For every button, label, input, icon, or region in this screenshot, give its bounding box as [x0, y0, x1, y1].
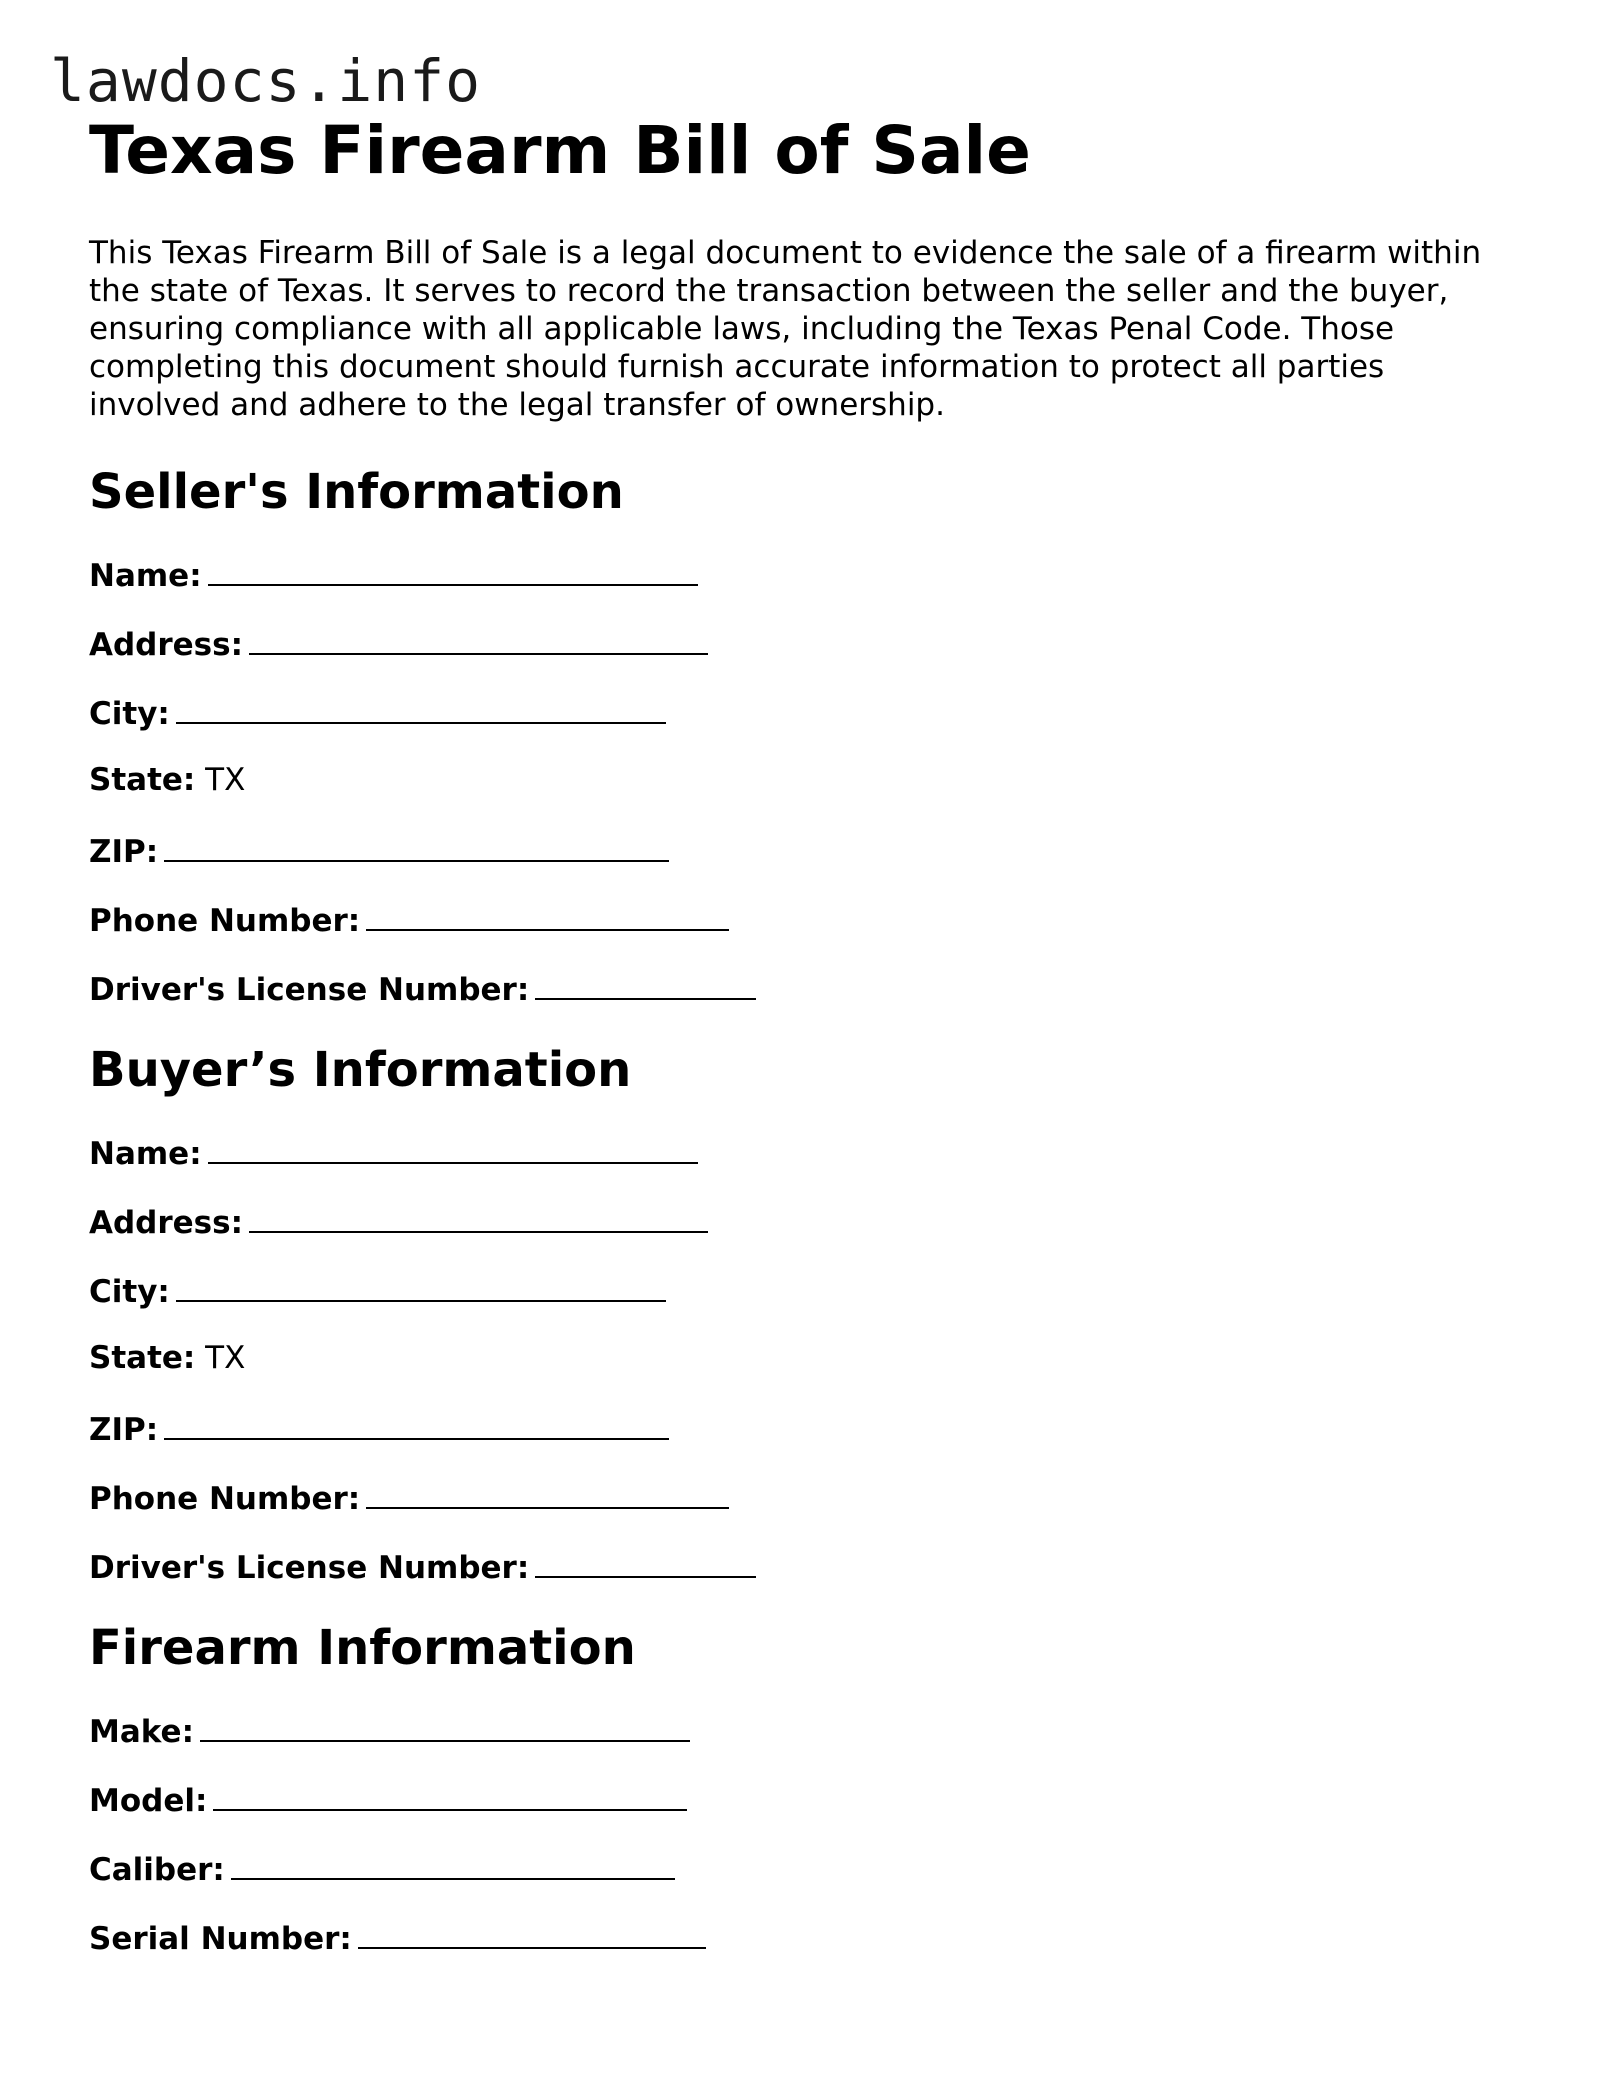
buyer-address-label: Address:: [89, 1205, 243, 1241]
seller-name-field: [89, 554, 1529, 592]
buyer-phone-blank[interactable]: [366, 1477, 729, 1509]
firearm-model-blank[interactable]: [213, 1779, 687, 1811]
buyer-phone-label: Phone Number:: [89, 1481, 361, 1517]
firearm-caliber-field: [89, 1848, 1529, 1886]
intro-paragraph: This Texas Firearm Bill of Sale is a legal document to evidence the sale of a firearm within the state of Texas. It serves to record the transaction between the seller and the buyer, ensuring compliance with all applicable laws, including the Texas Penal Code. Those completing this document should furnish accurate information to protect all parties involved and adhere to the legal transfer of ownership.: [89, 235, 1482, 423]
firearm-make-label: Make:: [89, 1714, 194, 1750]
seller-zip-field: [89, 830, 1529, 868]
seller-state-field: [89, 761, 1529, 799]
buyer-address-field: [89, 1201, 1529, 1239]
firearm-section: [89, 1620, 1529, 1957]
buyer-city-label: City:: [89, 1274, 170, 1310]
buyer-name-blank[interactable]: [208, 1132, 698, 1164]
seller-license-blank[interactable]: [535, 968, 756, 1000]
firearm-heading: Firearm Information: [89, 1620, 636, 1676]
seller-zip-label: ZIP:: [89, 834, 159, 870]
seller-zip-blank[interactable]: [164, 830, 669, 862]
watermark-logo: lawdocs.info: [50, 47, 482, 115]
firearm-caliber-blank[interactable]: [231, 1848, 675, 1880]
buyer-name-label: Name:: [89, 1136, 202, 1172]
firearm-make-field: [89, 1710, 1529, 1748]
seller-city-label: City:: [89, 696, 170, 732]
seller-address-blank[interactable]: [249, 623, 708, 655]
firearm-caliber-label: Caliber:: [89, 1852, 225, 1888]
buyer-zip-label: ZIP:: [89, 1412, 159, 1448]
buyer-state-field: [89, 1339, 1529, 1377]
page-title: Texas Firearm Bill of Sale: [89, 112, 1031, 189]
seller-address-label: Address:: [89, 627, 243, 663]
buyer-license-blank[interactable]: [535, 1546, 756, 1578]
buyer-section: [89, 1042, 1529, 1586]
seller-heading: Seller's Information: [89, 464, 624, 520]
seller-state-value: TX: [205, 762, 246, 798]
seller-license-label: Driver's License Number:: [89, 972, 530, 1008]
buyer-phone-field: [89, 1477, 1529, 1515]
buyer-license-field: [89, 1546, 1529, 1584]
buyer-heading: Buyer’s Information: [89, 1042, 632, 1098]
seller-phone-label: Phone Number:: [89, 903, 361, 939]
buyer-name-field: [89, 1132, 1529, 1170]
firearm-serial-field: [89, 1917, 1529, 1955]
seller-city-blank[interactable]: [176, 692, 666, 724]
seller-name-blank[interactable]: [208, 554, 698, 586]
seller-phone-field: [89, 899, 1529, 937]
seller-state-label: State:: [89, 762, 196, 798]
seller-name-label: Name:: [89, 558, 202, 594]
buyer-state-value: TX: [205, 1340, 246, 1376]
firearm-model-label: Model:: [89, 1783, 208, 1819]
seller-license-field: [89, 968, 1529, 1006]
seller-address-field: [89, 623, 1529, 661]
buyer-zip-blank[interactable]: [164, 1408, 669, 1440]
buyer-state-label: State:: [89, 1340, 196, 1376]
seller-phone-blank[interactable]: [366, 899, 729, 931]
seller-section: [89, 464, 1529, 1008]
buyer-city-blank[interactable]: [176, 1270, 666, 1302]
buyer-license-label: Driver's License Number:: [89, 1550, 530, 1586]
firearm-make-blank[interactable]: [200, 1710, 690, 1742]
buyer-city-field: [89, 1270, 1529, 1308]
document-page: [89, 112, 1529, 1957]
buyer-address-blank[interactable]: [249, 1201, 708, 1233]
buyer-zip-field: [89, 1408, 1529, 1446]
seller-city-field: [89, 692, 1529, 730]
firearm-serial-label: Serial Number:: [89, 1921, 352, 1957]
firearm-serial-blank[interactable]: [358, 1917, 706, 1949]
firearm-model-field: [89, 1779, 1529, 1817]
